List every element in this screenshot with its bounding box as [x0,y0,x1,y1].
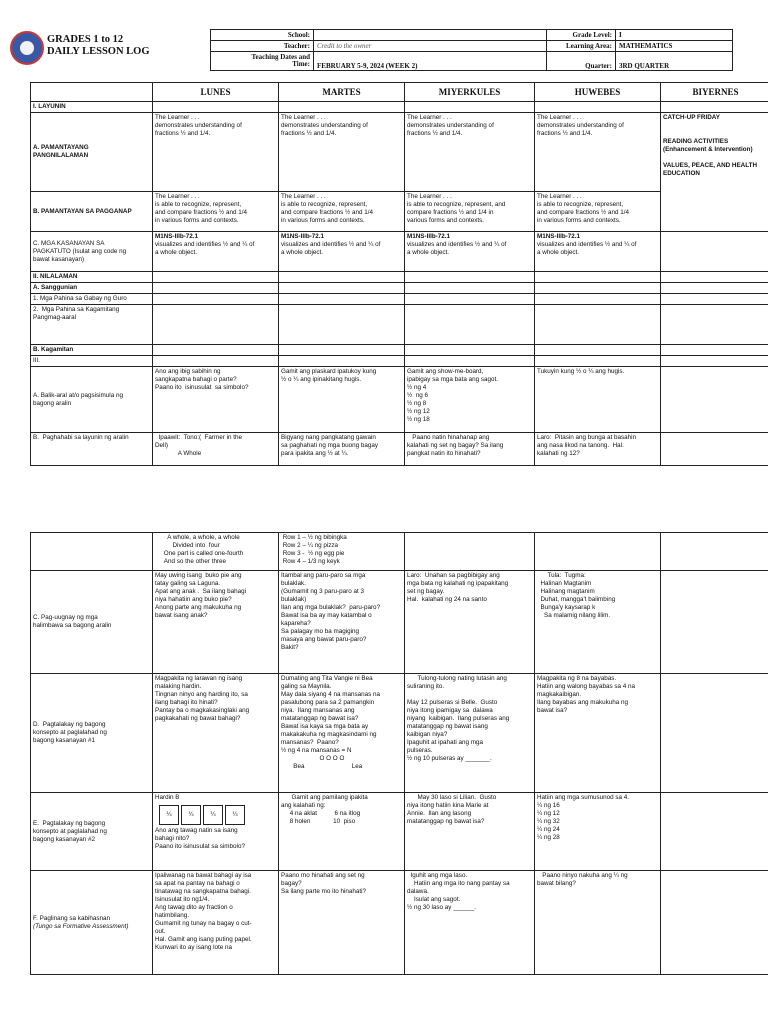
kasanayan-huwebes [535,232,661,272]
paghahabi-biyernes [661,433,768,466]
pagtalakay-2-martes: Gamit ang pamilang ipakita ang kalahati ng: 4 na aklat 6 na itlog 8 holen 10 piso [279,793,405,871]
school-value [314,30,547,41]
teaching-dates-label-line2: Time: [292,60,310,68]
rows-list-martes: Row 1 – ½ ng bibingka Row 2 – ¼ ng pizza Row 3 - ½ ng egg pie Row 4 – 1/3 ng keyk [279,533,405,571]
pagtalakay-1-huwebes: Magpakita ng 8 na bayabas. Hatiin ang walong bayabas sa 4 na magkakaibigan. Ilang bayabas ang makukuha ng bawat isa? [535,674,661,793]
cont-huwebes [535,533,661,571]
paghahabi-huwebes: Laro: Pitasin ang bunga at basahin ang nasa likod na tanong. Hal. kalahati ng 12? [535,433,661,466]
lesson-log-table-page1 [30,82,768,466]
learning-area-value: MATHEMATICS [616,41,733,52]
balik-aral-lunes: Ano ang ibig sabihin ng sangkapatna bahagi o parte? Paano ito isinusulat sa simbolo? [153,367,279,433]
paghahabi-martes: Bigyang nang pangkatang gawain sa paghahati ng mga buong bagay para ipakita ang ½ at ¼. [279,433,405,466]
code-desc-huwebes: visualizes and identifies ½ and ¼ of a whole object. [537,241,637,256]
pag-uugnay-label: C. Pag-uugnay ng mga halimbawa sa bagong aralin [31,571,153,674]
kasanayan-miyerkules [405,232,535,272]
school-label: School: [211,30,314,41]
grade-level-label: Grade Level: [547,30,616,41]
title-line-2: DAILY LESSON LOG [47,46,150,57]
biyernes-catch-up: CATCH-UP FRIDAY READING ACTIVITIES (Enhancement & Intervention) VALUES, PEACE, AND HEALTH EDUCATION [661,113,768,232]
hardin-box: ¼ [203,805,223,825]
quarter-value: 3RD QUARTER [616,52,733,71]
pagtalakay-1-biyernes [661,674,768,793]
layunin-heading: I. LAYUNIN [31,102,153,113]
day-header-biyernes: BIYERNES [661,83,768,102]
cont-biyernes [661,533,768,571]
paglinang-martes: Paano mo hinahati ang set ng bagay? Sa ilang parte mo ito hinahati? [279,871,405,975]
learning-area-label: Learning Area: [547,41,616,52]
lesson-log-table-page2 [30,532,768,975]
pamantayang-huwebes: The Learner . . . demonstrates understanding of fractions ½ and 1/4. [535,113,661,192]
kasanayan-label: C. MGA KASANAYAN SA PAGKATUTO (Isulat ang code ng bawat kasanayan) [31,232,153,272]
paglinang-huwebes: Paano ninyo nakuha ang ¼ ng bawat bilang? [535,871,661,975]
cont-miyerkules [405,533,535,571]
pagtalakay-2-miyerkules: May 30 laso si Lilian. Gusto niya itong hatiin kina Marie at Annie. Ilan ang lasong matatanggap ng bawat isa? [405,793,535,871]
balik-aral-miyerkules: Gamit ang show-me-board, ipabigay sa mga bata ang sagot. ½ ng 4 ½ ng 6 ½ ng 8 ½ ng 12 ½ ng 18 [405,367,535,433]
hardin-box: ¼ [225,805,245,825]
code-lunes: M1NS-IIIb-72.1 [155,233,199,240]
sanggunian-heading: A. Sanggunian [31,283,153,294]
code-miyerkules: M1NS-IIIb-72.1 [407,233,451,240]
code-desc-miyerkules: visualizes and identifies ½ and ¼ of a whole object. [407,241,507,256]
teaching-dates-value: FEBRUARY 5-9, 2024 (WEEK 2) [314,52,547,71]
deped-seal-logo [10,31,44,65]
nilalaman-heading: II. NILALAMAN [31,272,153,283]
paghahabi-lunes: Ipaawit: Tono:( Farmer in the Dell) A Whole [153,433,279,466]
code-desc-martes: visualizes and identifies ½ and ¼ of a whole object. [281,241,381,256]
pagganap-huwebes: The Learner . . . is able to recognize, represent, and compare fractions ½ and 1/4 in various forms and contexts. [535,192,661,232]
balik-aral-huwebes: Tukuyin kung ½ o ¼ ang hugis. [535,367,661,433]
code-huwebes: M1NS-IIIb-72.1 [537,233,581,240]
grade-level-value: I [616,30,733,41]
pagganap-martes: The Learner . . . is able to recognize, represent, and compare fractions ½ and 1/4 in various forms and contexts. [279,192,405,232]
document-title [47,34,150,58]
pag-uugnay-biyernes [661,571,768,674]
pag-uugnay-lunes: May uwing isang buko pie ang tatay galing sa Laguna. Apat ang anak . Sa ilang bahagi niya hahatiin ang buko pie? Anong parte ang makukuha ng bawat isang anak? [153,571,279,674]
teaching-dates-label [211,52,314,71]
paghahabi-label: B. Paghahabi sa layunin ng aralin [31,433,153,466]
title-line-1: GRADES 1 to 12 [47,34,124,45]
pagganap-miyerkules: The Learner . . . is able to recognize, represent, and compare fractions ½ and 1/4 in various forms and contexts. [405,192,535,232]
hardin-box: ¼ [159,805,179,825]
pag-uugnay-huwebes: Tula: Tugma: Halinan Magtanim Halinang magtanim Duhat, mangga't balimbing Bunga'y kaysarap k Sa malamig nilang lilim. [535,571,661,674]
paglinang-biyernes [661,871,768,975]
paglinang-subtitle: (Tungo sa Formative Assessment) [33,922,129,930]
code-martes: M1NS-IIIb-72.1 [281,233,325,240]
pagtalakay-2-huwebes: Hatiin ang mga sumusunod sa 4. ¼ ng 16 ¼ ng 12 ¼ ng 32 ¼ ng 24 ¼ ng 28 [535,793,661,871]
pamamaraan-heading: III. [31,356,153,367]
corner-cell [31,83,153,102]
header-info-table [210,29,733,71]
hardin-question: Ano ang tawag natin sa isang bahagi nito? Paano ito isinusulat sa simbolo? [155,827,245,850]
pagtalakay-2-lunes [153,793,279,871]
paglinang-title: F. Paglinang sa kabihasnan [33,914,111,922]
pagtalakay-1-label: D. Pagtalakay ng bagong konsepto at paglalahad ng bagong kasanayan #1 [31,674,153,793]
paglinang-miyerkules: Iguhit ang mga laso. Hatiin ang mga ito nang pantay sa dalawa. Isulat ang sagot. ½ ng 30 laso ay ______. [405,871,535,975]
pagtalakay-2-label: E. Pagtalakay ng bagong konsepto at paglalahad ng bagong kasanayan #2 [31,793,153,871]
pamantayang-lunes: The Learner . . . demonstrates understanding of fractions ½ and 1/4. [153,113,279,192]
hardin-grid [159,805,276,825]
paglinang-lunes: Ipaliwanag na bawat bahagi ay isa sa apat na pantay na bahagi o tinatawag na sangkapatna bahagi. Isinusulat ito ng1/4. Ang tawag dito ay fraction o hatimbilang. Gumamit ng tunay na bagay o cut- out. Hal. Gamit ang isang puting papel. Kunwari ito ay isang lote na [153,871,279,975]
teacher-value: Credit to the owner [314,41,547,52]
kasanayan-martes [279,232,405,272]
gabay-label: 1. Mga Pahina sa Gabay ng Guro [31,294,153,305]
pamantayang-label: A. PAMANTAYANG PANGNILALAMAN [31,113,153,192]
code-desc-lunes: visualizes and identifies ½ and ¼ of a whole object. [155,241,255,256]
song-lyrics-lunes: A whole, a whole, a whole Divided into four One part is called one-fourth And so the other three [153,533,279,571]
kasanayan-lunes [153,232,279,272]
kagamitan-heading: B. Kagamitan [31,345,153,356]
hardin-box: ¼ [181,805,201,825]
pagtalakay-1-miyerkules: Tulong-tulong nating lutasin ang suliraning ito. May 12 pulseras si Belle. Gusto niya itong ipamigay sa dalawa niyang kaibigan. Ilang pulseras ang matatanggap ng bawat isang kaibigan niya? Ipaguhit at ipahati ang mga pulseras. ½ ng 10 pulseras ay _______. [405,674,535,793]
pagtalakay-1-lunes: Magpakita ng larawan ng isang malaking hardin. Tingnan ninyo ang harding ito, sa ilang bahagi ito hinati? Pantay ba o magkakasinglaki ang pagkakahati ng bawat bahagi? [153,674,279,793]
pag-uugnay-martes: Itambal ang paru-paro sa mga bulaklak. (Gumamit ng 3 paru-paro at 3 bulaklak) Ilan ang mga bulaklak? paru-paro? Bawat isa ba ay may katambal o kapareha? Sa palagay mo ba magiging masaya ang bawat paru-paro? Bakit? [279,571,405,674]
pagtalakay-2-biyernes [661,793,768,871]
day-header-miyerkules: MIYERKULES [405,83,535,102]
hardin-label: Hardin B [155,794,180,801]
paglinang-label [31,871,153,975]
pamantayang-martes: The Learner . . . demonstrates understanding of fractions ½ and 1/4. [279,113,405,192]
day-header-martes: MARTES [279,83,405,102]
pagganap-lunes: The Learner . . . is able to recognize, represent, and compare fractions ½ and 1/4 in various forms and contexts. [153,192,279,232]
pagtalakay-1-martes: Dumating ang Tita Vangie ni Bea galing sa Maynila. May dala siyang 4 na mansanas na pasalubong para sa 2 pamangkin niya. Ilang mansanas ang matatanggap ng bawat isa? Bawat isa kaya sa mga bata ay makakakuha ng magkasindami ng mansanas? Paano? ½ ng 4 na mansanas = N O O O O Bea Lea [279,674,405,793]
balik-aral-biyernes [661,367,768,433]
pamantayang-miyerkules: The Learner . . . demonstrates understanding of fractions ½ and 1/4. [405,113,535,192]
day-header-huwebes: HUWEBES [535,83,661,102]
paghahabi-miyerkules: Paano natin hinahanap ang kalahati ng set ng bagay? Sa ilang pangkat natin ito hinahati? [405,433,535,466]
pamantayan-pagganap-label: B. PAMANTAYAN SA PAGGANAP [31,192,153,232]
balik-aral-label: A. Balik-aral at/o pagsisimula ng bagong aralin [31,367,153,433]
kagamitang-label: 2. Mga Pahina sa Kagamitang Pangmag-aaral [31,305,153,345]
pag-uugnay-miyerkules: Laro: Unahan sa pagbibigay ang mga bata ng kalahati ng ipapakitang set ng bagay. Hal. kalahati ng 24 na santo [405,571,535,674]
day-header-lunes: LUNES [153,83,279,102]
balik-aral-martes: Gamit ang plaskard ipatukoy kung ½ o ¼ ang ipinakitang hugis. [279,367,405,433]
teacher-label: Teacher: [211,41,314,52]
teaching-dates-label-line1: Teaching Dates and [251,53,310,61]
quarter-label: Quarter: [547,52,616,71]
